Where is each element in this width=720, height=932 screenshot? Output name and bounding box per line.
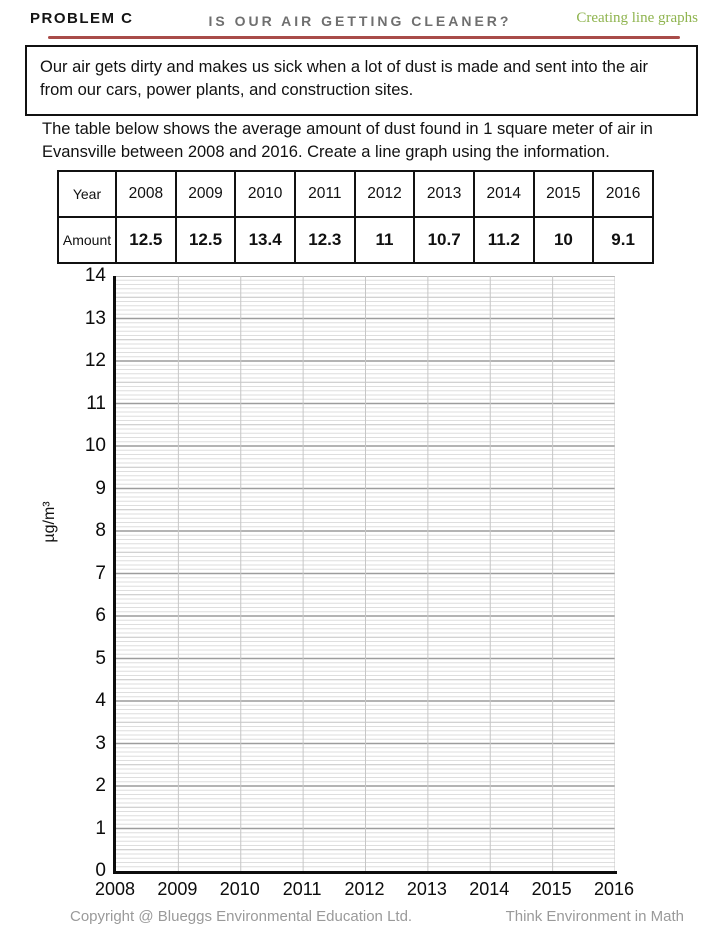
footer-brand: Think Environment in Math <box>505 908 684 925</box>
x-tick-label: 2011 <box>282 879 322 899</box>
amount-cell: 13.4 <box>235 217 295 263</box>
problem-label: PROBLEM C <box>30 10 134 27</box>
intro-text: Our air gets dirty and makes us sick when a lot of dust is made and sent into the air from our cars, power plants, and construction sites. <box>40 58 649 100</box>
year-cell: 2013 <box>414 171 474 217</box>
x-tick-label: 2014 <box>469 879 510 899</box>
amount-cell: 10.7 <box>414 217 474 263</box>
y-tick-label: 1 <box>95 817 106 839</box>
year-row <box>58 171 653 217</box>
x-tick-label: 2016 <box>593 879 635 899</box>
y-tick-label: 5 <box>95 647 106 669</box>
x-tick-label: 2012 <box>344 879 385 899</box>
x-tick-label: 2008 <box>94 879 136 899</box>
amount-cell: 9.1 <box>593 217 653 263</box>
amount-cell: 11 <box>355 217 415 263</box>
y-tick-label: 7 <box>95 562 106 584</box>
year-cell: 2011 <box>295 171 355 217</box>
x-tick-label: 2010 <box>219 879 260 899</box>
intro-text-box <box>25 45 698 116</box>
y-tick-label: 14 <box>84 265 106 286</box>
graph-grid <box>116 276 615 871</box>
y-tick-label: 13 <box>84 307 106 329</box>
y-tick-label: 3 <box>95 732 106 754</box>
x-tick-label: 2013 <box>406 879 447 899</box>
year-cell: 2016 <box>593 171 653 217</box>
amount-cell: 11.2 <box>474 217 534 263</box>
y-tick-label: 0 <box>95 860 106 881</box>
header-rule <box>48 36 680 39</box>
graph-plot-area[interactable] <box>113 276 617 874</box>
y-tick-label: 9 <box>95 477 106 499</box>
x-tick-label: 2015 <box>531 879 572 899</box>
amount-row <box>58 217 653 263</box>
page-title: IS OUR AIR GETTING CLEANER? <box>208 13 512 29</box>
y-tick-label: 2 <box>95 775 106 796</box>
dust-data-table <box>57 170 654 264</box>
amount-cell: 10 <box>534 217 594 263</box>
y-tick-label: 6 <box>95 605 106 626</box>
y-tick-label: 4 <box>95 690 106 711</box>
y-axis-title: µg/m³ <box>41 501 58 543</box>
y-tick-label: 10 <box>84 435 106 456</box>
year-cell: 2012 <box>355 171 415 217</box>
y-tick-label: 8 <box>95 520 106 541</box>
amount-cell: 12.5 <box>176 217 236 263</box>
instructions-text: The table below shows the average amount of dust found in 1 square meter of air in Evansville between 2008 and 2016. Create a line graph using the information. <box>42 120 653 162</box>
lesson-type-label: Creating line graphs <box>576 10 698 26</box>
year-cell: 2015 <box>534 171 594 217</box>
row-header-cell: Year <box>58 171 116 217</box>
year-cell: 2009 <box>176 171 236 217</box>
x-tick-label: 2009 <box>157 879 198 899</box>
year-cell: 2010 <box>235 171 295 217</box>
y-tick-label: 12 <box>84 350 106 371</box>
y-tick-label: 11 <box>86 392 106 414</box>
row-header-cell: Amount <box>58 217 116 263</box>
amount-cell: 12.3 <box>295 217 355 263</box>
footer-copyright: Copyright @ Blueggs Environmental Education Ltd. <box>70 908 413 925</box>
year-cell: 2014 <box>474 171 534 217</box>
amount-cell: 12.5 <box>116 217 176 263</box>
year-cell: 2008 <box>116 171 176 217</box>
